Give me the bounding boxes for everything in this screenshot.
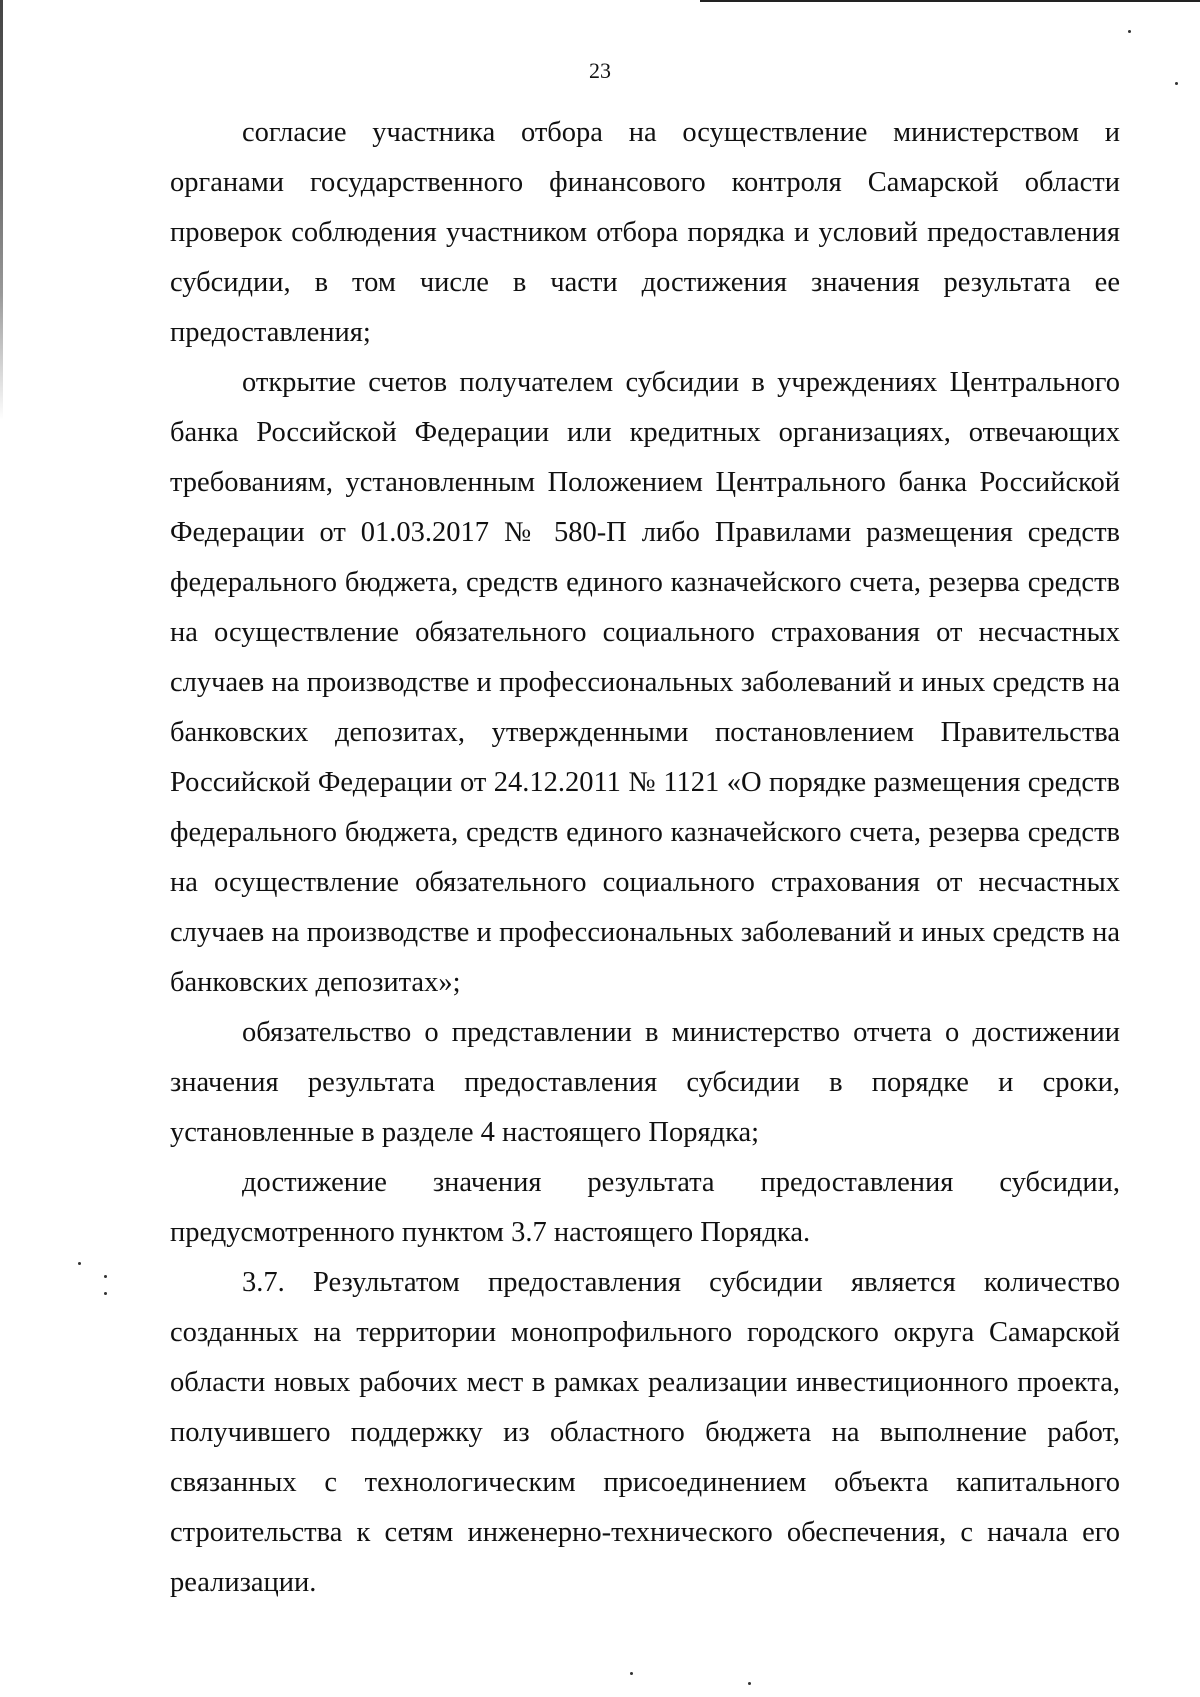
page-number: 23 (589, 58, 611, 83)
paragraph-bank-accounts: открытие счетов получателем субсидии в учреждениях Центрального банка Российской Федерации или кредитных организациях, отвечающих требованиям, установленным Положением Центрального банка Российской Федерации от 01.03.2017 № 580-П либо Правилами размещения средств федерального бюджета, средств единого казначейского счета, резерва средств на осуществление обязательного социального страхования от несчастных случаев на производстве и профессиональных заболеваний и иных средств на банковских депозитах, утвержденными постановлением Правительства Российской Федерации от 24.12.2011 № 1121 «О порядке размещения средств федерального бюджета, средств единого казначейского счета, резерва средств на осуществление обязательного социального страхования от несчастных случаев на производстве и профессиональных заболеваний и иных средств на банковских депозитах»; (170, 367, 1120, 998)
scan-speck (1175, 82, 1178, 85)
scan-speck (104, 1275, 107, 1278)
scan-speck (1128, 30, 1131, 33)
scan-speck (104, 1292, 107, 1295)
scan-edge-top (700, 0, 1200, 2)
scan-speck (78, 1262, 81, 1265)
paragraph-result-achievement: достижение значения результата предоставления субсидии, предусмотренного пунктом 3.7 настоящего Порядка. (170, 1167, 1120, 1248)
paragraph-report-obligation: обязательство о представлении в министерство отчета о достижении значения результата предоставления субсидии в порядке и сроки, установленные в разделе 4 настоящего Порядка; (170, 1017, 1120, 1148)
paragraph-consent: согласие участника отбора на осуществление министерством и органами государственного финансового контроля Самарской области проверок соблюдения участником отбора порядка и условий предоставления субсидии, в том числе в части достижения значения результата ее предоставления; (170, 117, 1120, 348)
scan-speck (630, 1672, 633, 1675)
scan-speck (748, 1682, 751, 1685)
document-body (170, 108, 1120, 1608)
paragraph-section-3-7: 3.7. Результатом предоставления субсидии является количество созданных на территории монопрофильного городского округа Самарской области новых рабочих мест в рамках реализации инвестиционного проекта, получившего поддержку из областного бюджета на выполнение работ, связанных с технологическим присоединением объекта капитального строительства к сетям инженерно-технического обеспечения, с начала его реализации. (170, 1267, 1120, 1598)
